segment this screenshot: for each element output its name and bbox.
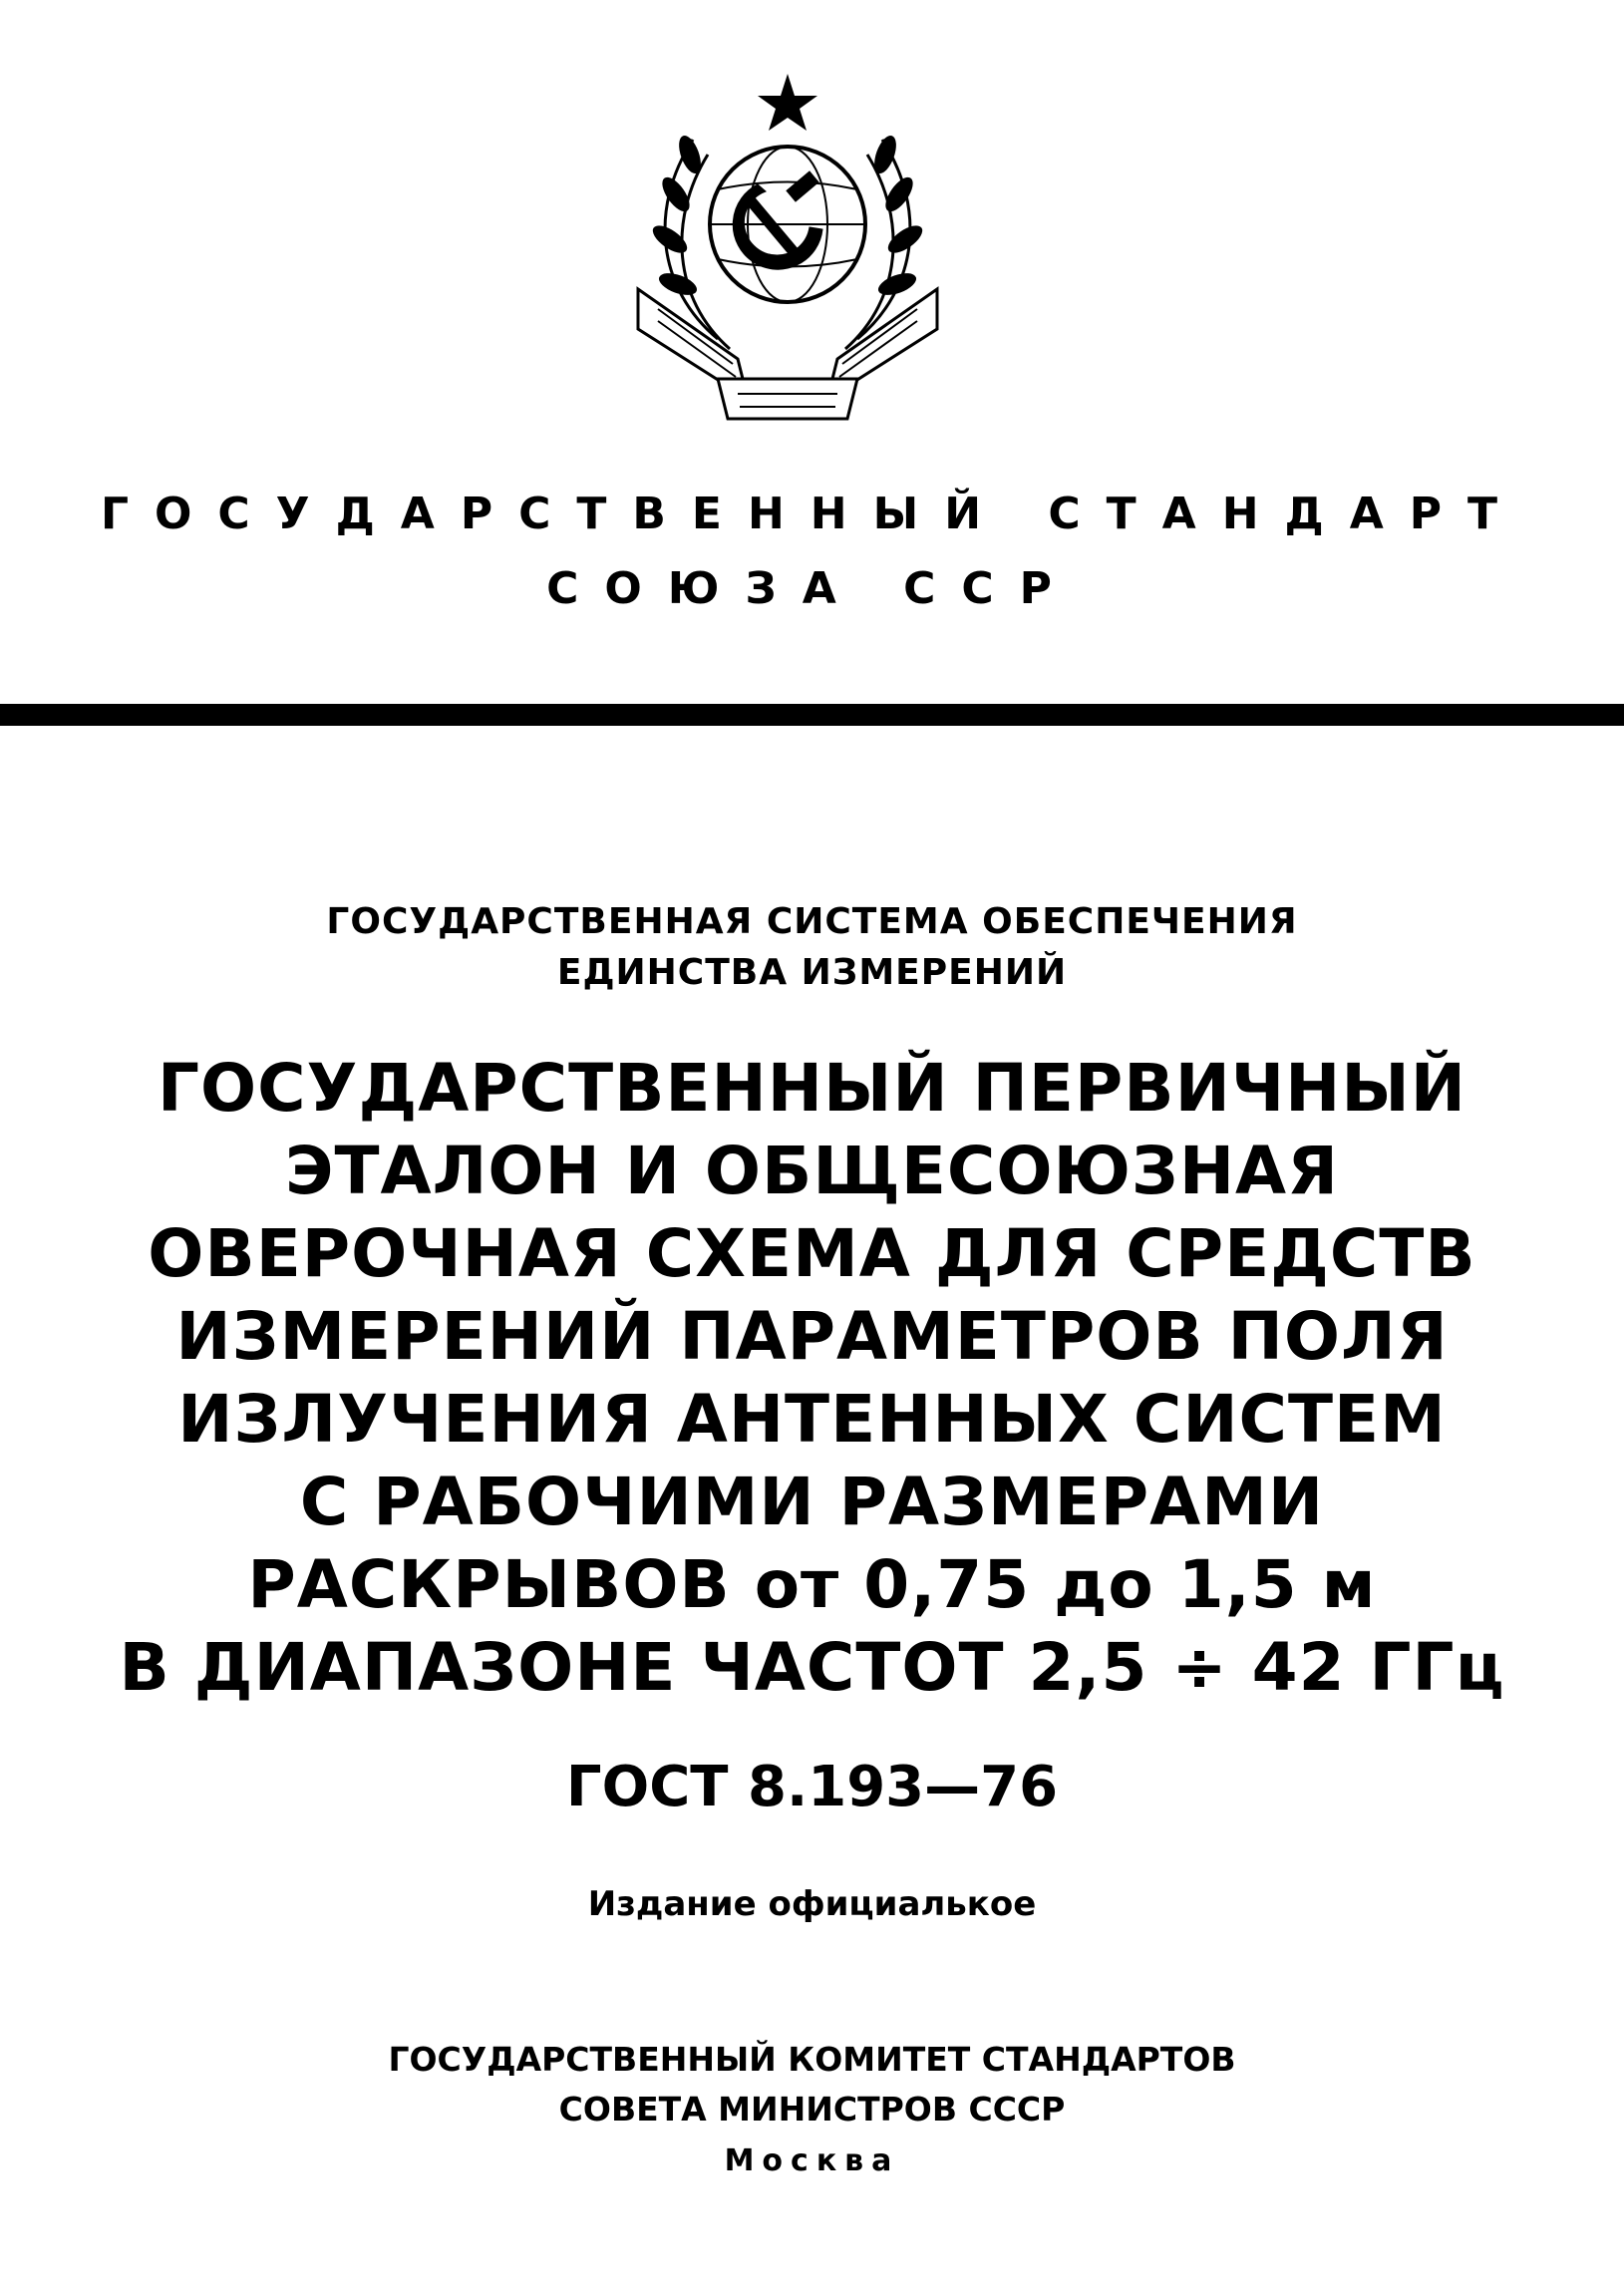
header-line-1: ГОСУДАРСТВЕННЫЙ СТАНДАРТ	[100, 489, 1524, 539]
title-line: ЭТАЛОН И ОБЩЕСОЮЗНАЯ	[285, 1133, 1339, 1209]
title-line: ИЗМЕРЕНИЙ ПАРАМЕТРОВ ПОЛЯ	[175, 1298, 1449, 1375]
horizontal-rule	[0, 704, 1624, 726]
system-line-2: ЕДИНСТВА ИЗМЕРЕНИЙ	[556, 952, 1068, 993]
title-line: РАСКРЫВОВ от 0,75 до 1,5 м	[247, 1546, 1377, 1623]
title-line: В ДИАПАЗОНЕ ЧАСТОТ 2,5 ÷ 42 ГГц	[119, 1629, 1505, 1706]
system-line-1: ГОСУДАРСТВЕННАЯ СИСТЕМА ОБЕСПЕЧЕНИЯ	[326, 901, 1298, 942]
header-line-2: СОЮЗА ССР	[546, 563, 1078, 614]
publisher-line-2: СОВЕТА МИНИСТРОВ СССР	[558, 2090, 1066, 2129]
title-line: ГОСУДАРСТВЕННЫЙ ПЕРВИЧНЫЙ	[157, 1050, 1467, 1127]
title-line: С РАБОЧИМИ РАЗМЕРАМИ	[299, 1464, 1325, 1540]
edition-label: Издание официалькое	[587, 1884, 1037, 1924]
standard-code: ГОСТ 8.193—76	[565, 1755, 1059, 1819]
title-line: ИЗЛУЧЕНИЯ АНТЕННЫХ СИСТЕМ	[177, 1381, 1447, 1458]
publisher-line-1: ГОСУДАРСТВЕННЫЙ КОМИТЕТ СТАНДАРТОВ	[388, 2040, 1236, 2079]
state-emblem-icon	[598, 60, 977, 459]
star-icon	[758, 74, 817, 131]
title-line: ОВЕРОЧНАЯ СХЕМА ДЛЯ СРЕДСТВ	[148, 1215, 1476, 1292]
publisher-city: Москва	[724, 2143, 900, 2178]
